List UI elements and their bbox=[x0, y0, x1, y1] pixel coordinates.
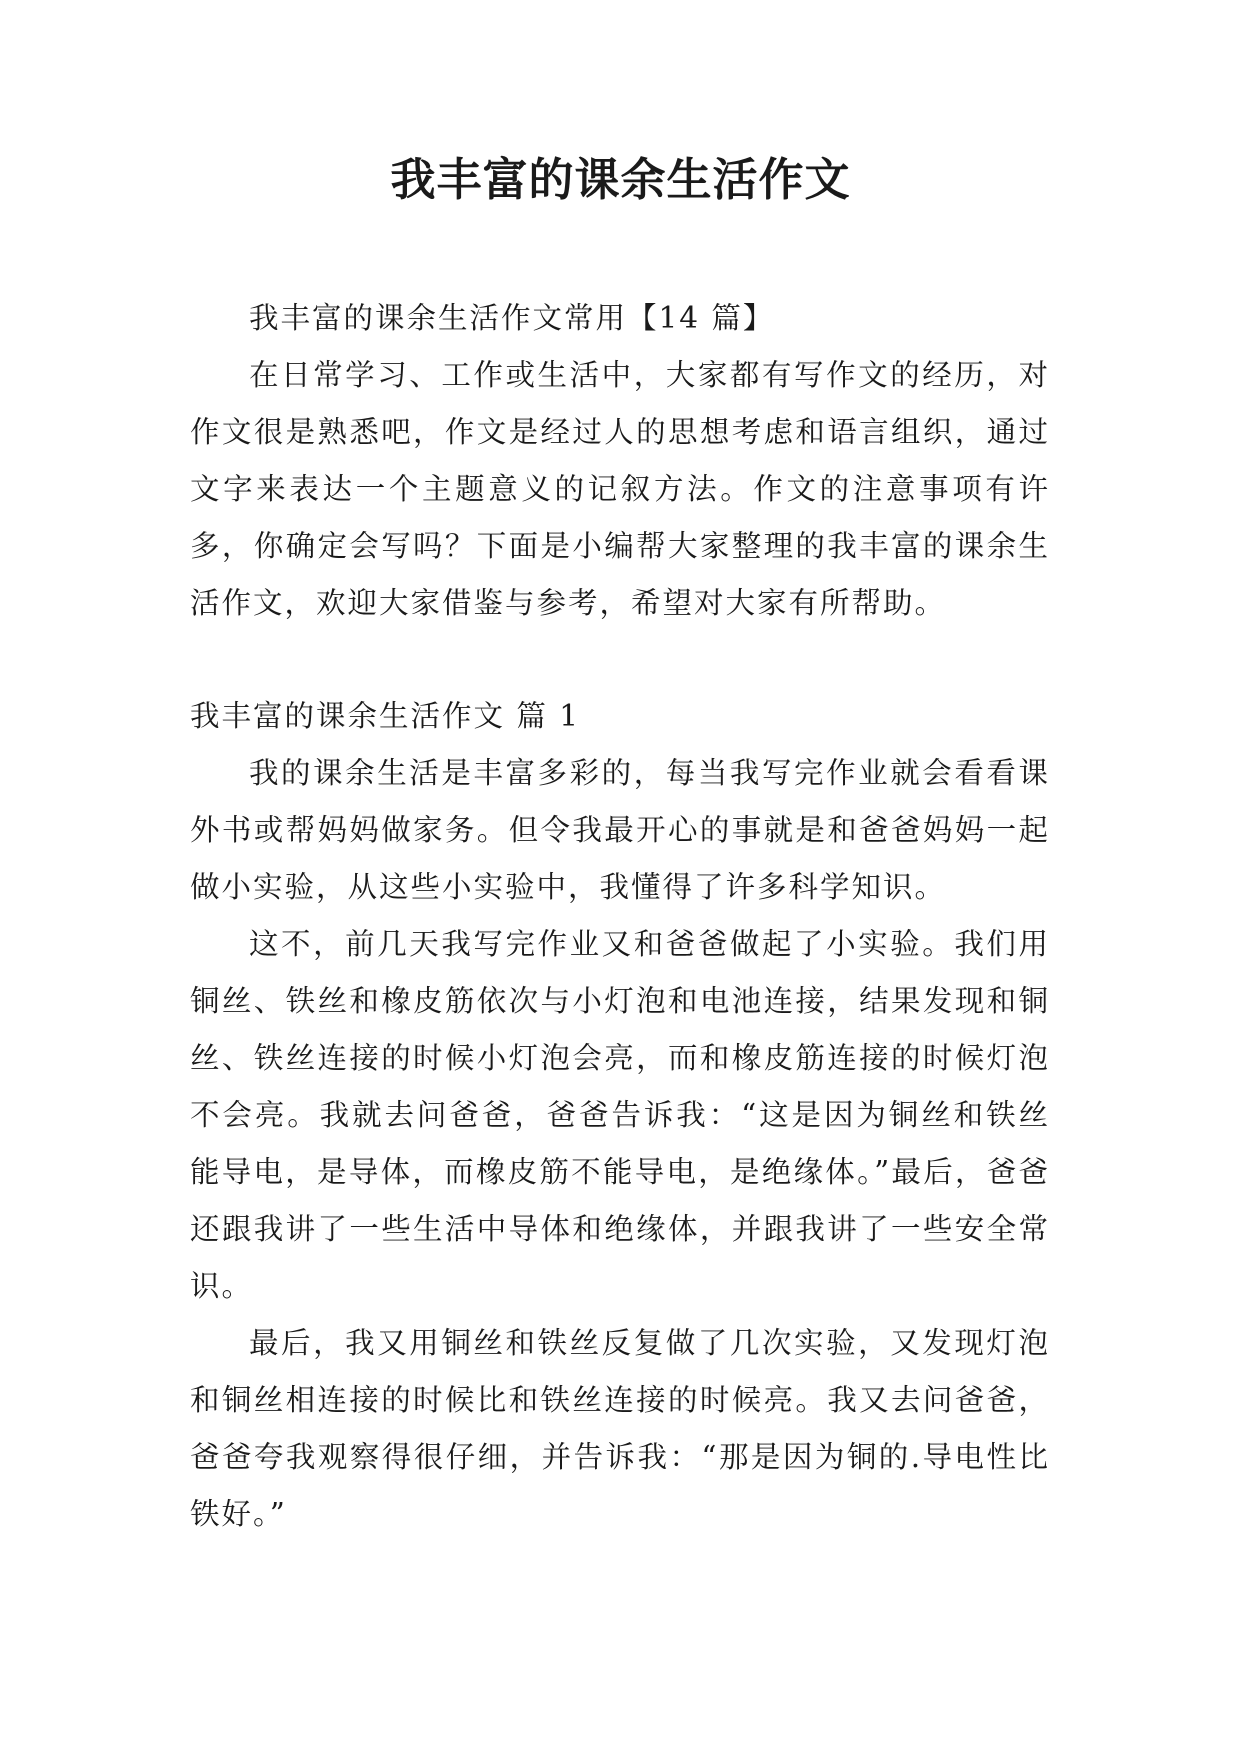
document-subtitle: 我丰富的课余生活作文常用【14 篇】 bbox=[249, 301, 775, 335]
body-paragraph-3: 最后，我又用铜丝和铁丝反复做了几次实验，又发现灯泡和铜丝相连接的时候比和铁丝连接的时候亮。我又去问爸爸，爸爸夸我观察得很仔细，并告诉我：“那是因为铜的.导电性比铁好。” bbox=[190, 1326, 1050, 1531]
section-heading: 我丰富的课余生活作文 篇 1 bbox=[190, 699, 581, 733]
document-title: 我丰富的课余生活作文 bbox=[390, 153, 851, 206]
body-paragraph-2: 这不，前几天我写完作业又和爸爸做起了小实验。我们用铜丝、铁丝和橡皮筋依次与小灯泡和电池连接，结果发现和铜丝、铁丝连接的时候小灯泡会亮，而和橡皮筋连接的时候灯泡不会亮。我就去问爸爸，爸爸告诉我：“这是因为铜丝和铁丝能导电，是导体，而橡皮筋不能导电，是绝缘体。”最后，爸爸还跟我讲了一些生活中导体和绝缘体，并跟我讲了一些安全常识。 bbox=[190, 927, 1050, 1303]
intro-paragraph: 在日常学习、工作或生活中，大家都有写作文的经历，对作文很是熟悉吧，作文是经过人的思想考虑和语言组织，通过文字来表达一个主题意义的记叙方法。作文的注意事项有许多，你确定会写吗？下面是小编帮大家整理的我丰富的课余生活作文，欢迎大家借鉴与参考，希望对大家有所帮助。 bbox=[190, 358, 1050, 620]
document-body bbox=[190, 290, 1050, 1543]
body-paragraph-1: 我的课余生活是丰富多彩的，每当我写完作业就会看看课外书或帮妈妈做家务。但令我最开心的事就是和爸爸妈妈一起做小实验，从这些小实验中，我懂得了许多科学知识。 bbox=[190, 756, 1050, 904]
